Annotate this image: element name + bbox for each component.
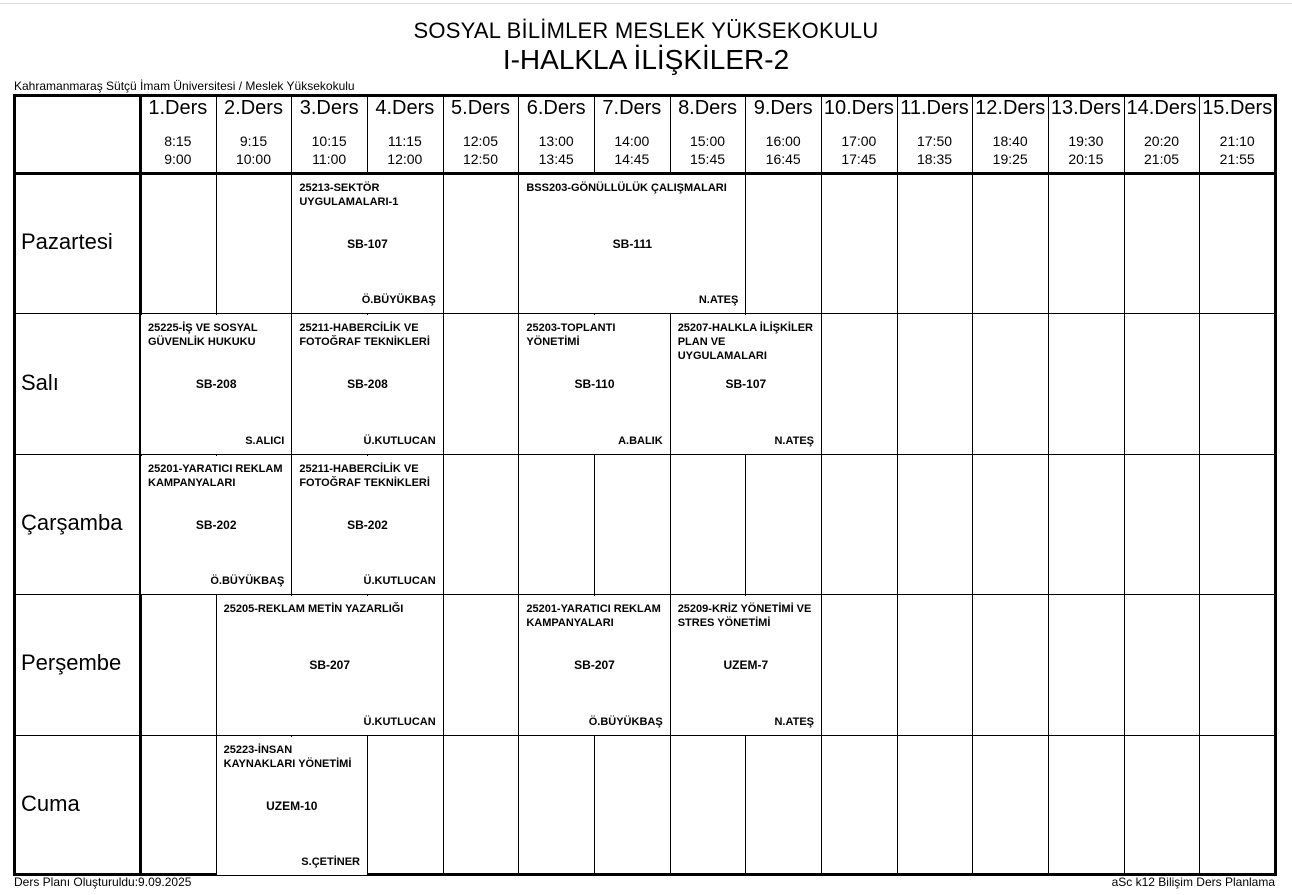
lesson-teacher: N.ATEŞ — [774, 434, 815, 447]
period-time — [897, 132, 973, 168]
period-time — [291, 132, 367, 168]
period-end-time: 18:35 — [916, 151, 953, 167]
lesson-card — [217, 596, 443, 734]
day-label: Cuma — [21, 790, 80, 816]
period-divider — [972, 94, 973, 875]
period-time — [745, 132, 821, 168]
period-end-time: 21:55 — [1219, 151, 1255, 167]
period-start-time: 16:00 — [765, 133, 801, 149]
period-end-time: 21:05 — [1144, 151, 1180, 167]
day-divider — [13, 594, 1275, 595]
lesson-room: UZEM-7 — [723, 658, 769, 673]
period-end-time: 9:00 — [164, 151, 192, 167]
lesson-room: SB-202 — [347, 517, 388, 532]
period-start-time: 15:00 — [689, 133, 726, 149]
lesson-card — [519, 596, 669, 734]
table-border-right — [1274, 94, 1277, 875]
created-date: Ders Planı Oluşturuldu:9.09.2025 — [14, 875, 192, 889]
institution-name: Kahramanmaraş Sütçü İmam Üniversitesi / Meslek Yüksekokulu — [14, 79, 355, 93]
period-start-time: 8:15 — [164, 133, 192, 149]
lesson-room: SB-202 — [195, 517, 237, 532]
period-start-time: 9:15 — [239, 133, 268, 149]
period-start-time: 10:15 — [311, 133, 347, 149]
lesson-room: UZEM-10 — [266, 798, 318, 813]
lesson-teacher: Ü.KUTLUCAN — [363, 575, 436, 588]
period-number: 8.Ders — [678, 97, 737, 119]
period-time — [1048, 132, 1124, 168]
lesson-card — [671, 596, 821, 734]
period-end-time: 11:00 — [312, 151, 347, 167]
lesson-code: 25223-İNSAN KAYNAKLARI YÖNETİMİ — [223, 743, 352, 770]
period-number: 12.Ders — [975, 97, 1046, 119]
period-time — [670, 132, 746, 168]
lesson-room: SB-208 — [195, 377, 237, 392]
period-time — [1124, 132, 1200, 168]
lesson-room: SB-107 — [347, 237, 388, 251]
school-title: SOSYAL BİLİMLER MESLEK YÜKSEKOKULU — [413, 18, 879, 43]
day-label: Perşembe — [21, 650, 122, 676]
lesson-code: 25207-HALKLA İLİŞKİLER PLAN VE UYGULAMALARI — [677, 322, 813, 363]
lesson-code: 25201-YARATICI REKLAM KAMPANYALARI — [148, 462, 283, 489]
period-divider — [443, 94, 444, 875]
lesson-code: 25201-YARATICI REKLAM KAMPANYALARI — [526, 603, 661, 630]
lesson-code: 25203-TOPLANTI YÖNETİMİ — [526, 322, 616, 349]
lesson-card — [217, 737, 367, 875]
lesson-code: 25205-REKLAM METİN YAZARLIĞI — [223, 603, 404, 616]
lesson-room: SB-207 — [309, 658, 350, 673]
day-label: Salı — [21, 369, 59, 395]
lesson-card — [292, 456, 442, 594]
lesson-card — [141, 315, 291, 453]
period-start-time: 14:00 — [614, 133, 650, 149]
period-number: 13.Ders — [1050, 97, 1121, 119]
class-title: I-HALKLA İLİŞKİLER-2 — [502, 44, 790, 75]
lesson-teacher: Ö.BÜYÜKBAŞ — [361, 294, 436, 307]
table-border-bottom — [13, 873, 1277, 876]
day-divider — [13, 454, 1275, 455]
period-divider — [897, 94, 898, 875]
period-time — [972, 132, 1048, 168]
period-start-time: 19:30 — [1068, 133, 1104, 149]
period-end-time: 16:45 — [765, 151, 801, 167]
lesson-code: 25225-İŞ VE SOSYAL GÜVENLİK HUKUKU — [148, 322, 258, 349]
period-number: 14.Ders — [1126, 97, 1197, 119]
period-time — [594, 132, 670, 168]
period-start-time: 17:50 — [916, 133, 953, 149]
period-end-time: 20:15 — [1068, 151, 1104, 167]
period-start-time: 13:00 — [538, 133, 574, 149]
day-divider — [13, 313, 1275, 314]
period-end-time: 17:45 — [841, 151, 877, 167]
period-number: 5.Ders — [451, 97, 510, 119]
period-number: 1.Ders — [148, 97, 208, 119]
period-time — [1199, 132, 1275, 168]
day-label: Çarşamba — [21, 510, 123, 535]
period-time — [443, 132, 519, 168]
lesson-teacher: Ö.BÜYÜKBAŞ — [210, 575, 285, 588]
lesson-card — [671, 315, 821, 453]
lesson-card — [141, 456, 291, 594]
period-start-time: 21:10 — [1219, 133, 1255, 149]
period-time — [518, 132, 594, 168]
period-end-time: 10:00 — [235, 151, 271, 167]
day-divider — [13, 735, 1275, 736]
period-end-time: 14:45 — [614, 151, 650, 167]
period-divider — [821, 94, 822, 875]
period-number: 10.Ders — [823, 97, 894, 119]
lesson-teacher: Ü.KUTLUCAN — [363, 715, 436, 728]
period-time — [140, 132, 216, 168]
period-end-time: 12:00 — [387, 151, 423, 167]
period-divider — [1124, 94, 1125, 875]
lesson-card — [292, 175, 442, 313]
lesson-room: SB-110 — [574, 377, 615, 392]
period-end-time: 19:25 — [992, 151, 1028, 167]
period-number: 3.Ders — [299, 97, 359, 119]
software-credit: aSc k12 Bilişim Ders Planlama — [1111, 875, 1275, 889]
lesson-teacher: A.BALIK — [618, 434, 663, 447]
lesson-room: SB-111 — [612, 237, 653, 251]
lesson-code: BSS203-GÖNÜLLÜLÜK ÇALIŞMALARI — [526, 182, 727, 194]
period-end-time: 15:45 — [689, 151, 726, 167]
lesson-code: 25211-HABERCİLİK VE FOTOĞRAF TEKNİKLERİ — [299, 462, 430, 489]
period-number: 4.Ders — [375, 97, 435, 119]
period-divider — [1199, 94, 1200, 875]
period-number: 15.Ders — [1202, 97, 1273, 119]
period-number: 6.Ders — [526, 97, 586, 119]
period-number: 9.Ders — [753, 97, 813, 119]
lesson-teacher: S.ÇETİNER — [301, 855, 360, 868]
period-number: 2.Ders — [224, 97, 283, 119]
lesson-code: 25213-SEKTÖR UYGULAMALARI-1 — [299, 182, 399, 208]
period-time — [821, 132, 897, 168]
day-label: Pazartesi — [21, 229, 113, 255]
lesson-teacher: N.ATEŞ — [698, 294, 739, 307]
period-time — [367, 132, 443, 168]
period-number: 7.Ders — [602, 97, 662, 119]
lesson-teacher: S.ALICI — [245, 434, 285, 447]
period-start-time: 18:40 — [992, 133, 1028, 149]
lesson-card — [519, 175, 745, 313]
period-start-time: 12:05 — [462, 133, 499, 149]
lesson-code: 25211-HABERCİLİK VE FOTOĞRAF TEKNİKLERİ — [299, 322, 430, 349]
table-border-left — [13, 94, 16, 875]
period-number: 11.Ders — [900, 97, 969, 119]
lesson-teacher: Ö.BÜYÜKBAŞ — [588, 715, 663, 728]
lesson-teacher: N.ATEŞ — [774, 715, 815, 728]
lesson-code: 25209-KRİZ YÖNETİMİ VE STRES YÖNETİMİ — [677, 603, 812, 630]
period-divider — [1048, 94, 1049, 875]
period-time — [216, 132, 292, 168]
lesson-room: SB-207 — [574, 658, 615, 673]
lesson-teacher: Ü.KUTLUCAN — [363, 434, 436, 447]
period-start-time: 20:20 — [1144, 133, 1180, 149]
lesson-room: SB-107 — [725, 377, 767, 392]
lesson-card — [292, 315, 442, 453]
lesson-card — [519, 315, 669, 453]
period-start-time: 17:00 — [841, 133, 877, 149]
period-end-time: 13:45 — [538, 151, 574, 167]
period-end-time: 12:50 — [462, 151, 499, 167]
period-start-time: 11:15 — [387, 133, 422, 149]
lesson-room: SB-208 — [347, 377, 388, 392]
period-divider — [745, 94, 746, 875]
